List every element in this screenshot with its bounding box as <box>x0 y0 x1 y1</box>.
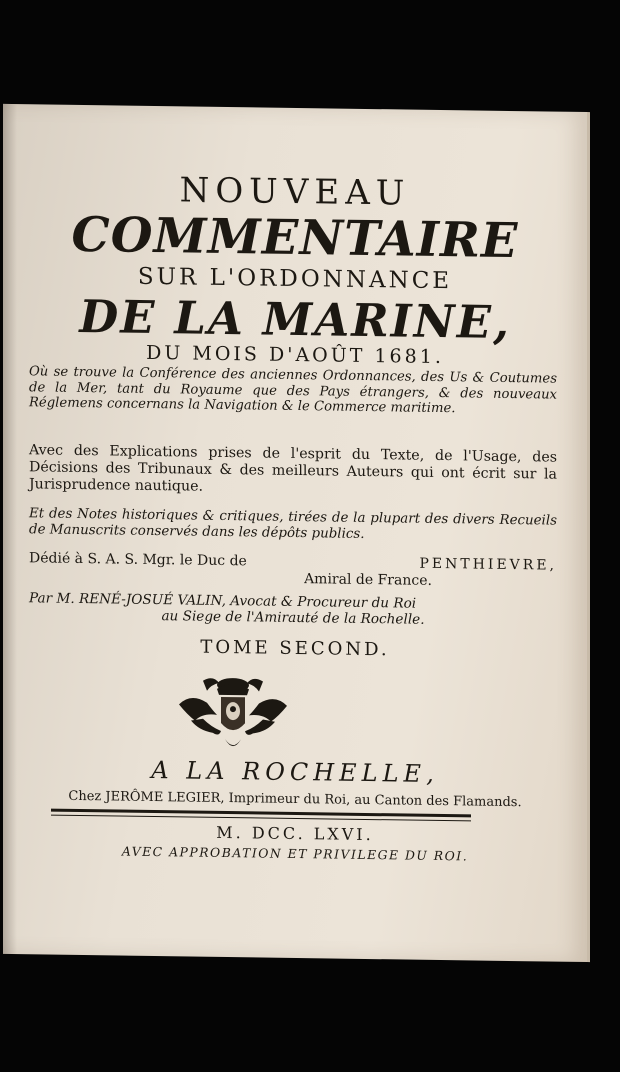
imprint-city: A LA ROCHELLE, <box>151 755 439 788</box>
imprint-printer: Chez JERÔME LEGIER, Imprimeur du Roi, au Canton des Flamands. <box>68 788 522 811</box>
royal-arms-ornament-icon <box>173 674 293 754</box>
dedication-prefix: Dédié à S. A. S. Mgr. le Duc de <box>29 550 247 570</box>
dedication-title: Amiral de France. <box>304 571 432 589</box>
title-line-commentaire: COMMENTAIRE <box>71 206 519 270</box>
title-line-ordonnance: SUR L'ORDONNANCE <box>137 263 453 295</box>
author-line-1: Par M. RENÉ-JOSUÉ VALIN, Avocat & Procureur du Roi <box>29 590 417 612</box>
imprint-year: M. DCC. LXVI. <box>216 822 374 845</box>
title-line-date: DU MOIS D'AOÛT 1681. <box>146 341 444 369</box>
title-line-nouveau: NOUVEAU <box>179 170 411 214</box>
author-line-2: au Siege de l'Amirauté de la Rochelle. <box>161 608 425 628</box>
approbation-line: AVEC APPROBATION ET PRIVILEGE DU ROI. <box>121 843 469 864</box>
title-page <box>3 104 590 962</box>
dedication <box>29 550 557 591</box>
explanations-paragraph: Avec des Explications prises de l'esprit du Texte, de l'Usage, des Décisions des Tribunaux & des meilleurs Auteurs qui ont écrit sur la Jurisprudence nautique. <box>29 442 557 495</box>
notes-paragraph: Et des Notes historiques & critiques, tirées de la plupart des divers Recueils de Manuscrits conservés dans les dépôts publics. <box>29 506 557 542</box>
contents-paragraph: Où se trouve la Conférence des anciennes Ordonnances, des Us & Coutumes de la Mer, tant du Royaume que des Pays étrangers, & des nouveaux Réglemens concernans la Navigation & le Commerce maritime. <box>29 364 557 417</box>
title-line-marine: DE LA MARINE, <box>79 289 511 349</box>
dedication-name: PENTHIEVRE, <box>419 555 557 574</box>
volume-label: TOME SECOND. <box>200 636 390 661</box>
author-block <box>29 590 557 629</box>
